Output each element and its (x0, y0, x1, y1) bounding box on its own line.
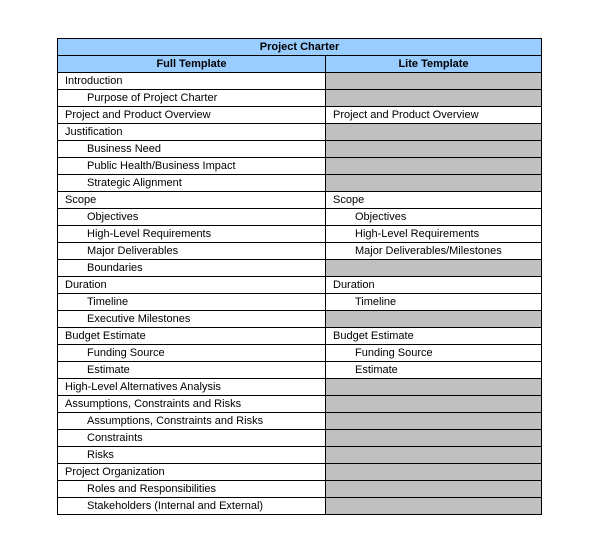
lite-template-cell: Duration (326, 277, 542, 294)
lite-template-empty-cell (326, 481, 542, 498)
lite-template-cell: Objectives (326, 209, 542, 226)
full-template-cell: Business Need (58, 141, 326, 158)
full-template-cell: Project and Product Overview (58, 107, 326, 124)
column-header-lite-template: Lite Template (326, 56, 542, 73)
lite-template-cell: Scope (326, 192, 542, 209)
table-row (58, 73, 542, 90)
lite-template-empty-cell (326, 73, 542, 90)
table-row (58, 396, 542, 413)
table-row (58, 209, 542, 226)
project-charter-table (57, 38, 542, 515)
table-row (58, 413, 542, 430)
table-row (58, 498, 542, 515)
lite-template-cell: Timeline (326, 294, 542, 311)
lite-template-empty-cell (326, 90, 542, 107)
lite-template-cell: Funding Source (326, 345, 542, 362)
full-template-cell: Stakeholders (Internal and External) (58, 498, 326, 515)
table-row (58, 260, 542, 277)
lite-template-cell: Project and Product Overview (326, 107, 542, 124)
table-row (58, 277, 542, 294)
table-title-row (58, 39, 542, 56)
table-row (58, 430, 542, 447)
table-row (58, 379, 542, 396)
table-row (58, 243, 542, 260)
full-template-cell: Duration (58, 277, 326, 294)
lite-template-empty-cell (326, 141, 542, 158)
table-row (58, 226, 542, 243)
lite-template-empty-cell (326, 430, 542, 447)
full-template-cell: Timeline (58, 294, 326, 311)
table-row (58, 175, 542, 192)
lite-template-empty-cell (326, 260, 542, 277)
table-row (58, 481, 542, 498)
full-template-cell: Risks (58, 447, 326, 464)
table-body (58, 73, 542, 515)
lite-template-cell: Major Deliverables/Milestones (326, 243, 542, 260)
table-row (58, 311, 542, 328)
lite-template-empty-cell (326, 413, 542, 430)
lite-template-empty-cell (326, 311, 542, 328)
full-template-cell: Budget Estimate (58, 328, 326, 345)
table-row (58, 90, 542, 107)
full-template-cell: Purpose of Project Charter (58, 90, 326, 107)
full-template-cell: Introduction (58, 73, 326, 90)
table-row (58, 107, 542, 124)
full-template-cell: Funding Source (58, 345, 326, 362)
full-template-cell: Public Health/Business Impact (58, 158, 326, 175)
table-row (58, 447, 542, 464)
full-template-cell: Constraints (58, 430, 326, 447)
full-template-cell: Roles and Responsibilities (58, 481, 326, 498)
full-template-cell: Strategic Alignment (58, 175, 326, 192)
table-row (58, 192, 542, 209)
lite-template-empty-cell (326, 158, 542, 175)
lite-template-cell: Estimate (326, 362, 542, 379)
table-row (58, 294, 542, 311)
full-template-cell: Assumptions, Constraints and Risks (58, 396, 326, 413)
lite-template-cell: High-Level Requirements (326, 226, 542, 243)
table-row (58, 464, 542, 481)
full-template-cell: Boundaries (58, 260, 326, 277)
table-row (58, 328, 542, 345)
lite-template-empty-cell (326, 124, 542, 141)
full-template-cell: High-Level Alternatives Analysis (58, 379, 326, 396)
lite-template-empty-cell (326, 464, 542, 481)
full-template-cell: Estimate (58, 362, 326, 379)
full-template-cell: Justification (58, 124, 326, 141)
full-template-cell: Executive Milestones (58, 311, 326, 328)
full-template-cell: Assumptions, Constraints and Risks (58, 413, 326, 430)
table-row (58, 158, 542, 175)
full-template-cell: Project Organization (58, 464, 326, 481)
lite-template-empty-cell (326, 447, 542, 464)
table-title: Project Charter (58, 39, 542, 56)
lite-template-empty-cell (326, 396, 542, 413)
lite-template-empty-cell (326, 379, 542, 396)
table-row (58, 345, 542, 362)
full-template-cell: Scope (58, 192, 326, 209)
lite-template-empty-cell (326, 175, 542, 192)
full-template-cell: Major Deliverables (58, 243, 326, 260)
table-row (58, 124, 542, 141)
column-header-row (58, 56, 542, 73)
table-row (58, 362, 542, 379)
lite-template-cell: Budget Estimate (326, 328, 542, 345)
lite-template-empty-cell (326, 498, 542, 515)
full-template-cell: Objectives (58, 209, 326, 226)
column-header-full-template: Full Template (58, 56, 326, 73)
table-row (58, 141, 542, 158)
full-template-cell: High-Level Requirements (58, 226, 326, 243)
